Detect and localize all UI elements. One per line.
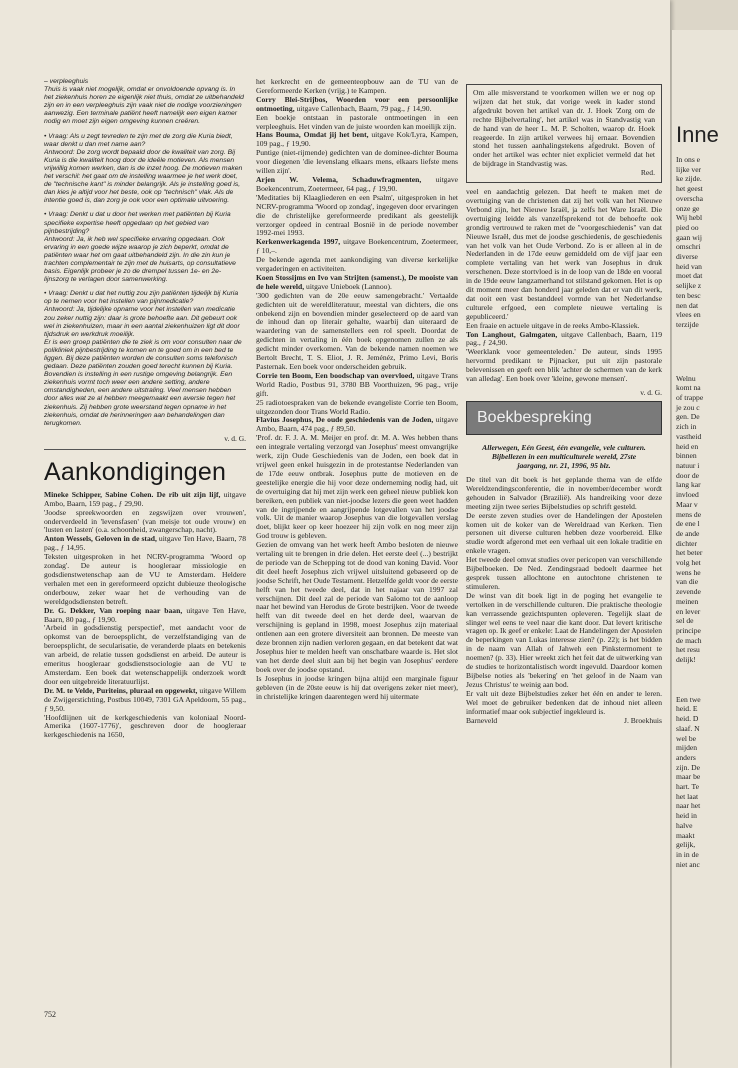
- facing-page-line: pied oo: [676, 222, 699, 232]
- aankondigingen-heading: Aankondigingen: [44, 457, 227, 486]
- announcement-item: het kerkrecht en de gemeenteopbouw aan de TU van de Gereformeerde Kerken (vrijg.) te Kampen.: [256, 78, 458, 95]
- facing-page-line: komt na: [676, 383, 701, 393]
- facing-page-line: principe: [676, 625, 701, 635]
- announcement-list: [256, 78, 458, 701]
- facing-page-line: gaan wij: [676, 232, 702, 242]
- facing-page-line: heid en: [676, 441, 699, 451]
- page-number: 752: [44, 1010, 56, 1019]
- facing-page-line: onze ge: [676, 203, 700, 213]
- facing-page-line: zevende: [676, 587, 701, 597]
- notice-signature: Red.: [640, 168, 655, 178]
- announcement-item: Dr. M. te Velde, Puriteins, pluraal en opgewekt, uitgave Willem de Zwijgerstichting, Postbus 10049, 7301 GA Apeldoorn, 55 pag., ƒ 9,50. 'Hoofdlijnen uit de kerkgeschiedenis van koloniaal Noord-Amerika (1607-1776)', geschreven door de hoogleraar kerkgeschiedenis na 1650,: [44, 685, 246, 740]
- facing-page-line: mijden: [676, 743, 698, 753]
- facing-page-line: hart. Te: [676, 782, 699, 792]
- announcement-item: Anton Wessels, Geloven in de stad, uitgave Ten Have, Baarn, 78 pag., ƒ 14,95. Teksten uitgesproken in het NCRV-programma 'Woord op zondag'. De auteur is hoogleraar missiologie en godsdienstwetenschap aan de VU te Amsterdam. Heldere verhalen met een in gereformeerd opzicht dubieuze theologische onderbouw, zeker waar het de verhouding van de wereldgodsdiensten betreft.: [44, 534, 246, 606]
- announcement-item: Arjen W. Velema, Schaduwfragmenten, uitgave Boekencentrum, Zoetermeer, 64 pag., ƒ 19,90. 'Meditaties bij Klaagliederen en een Psalm', uitgesproken in het NCRV-programma 'Woord op zondag', ingegeven door ervaringen die de christelijke gereformeerde predikant als geestelijk verzorger opdeed in centraal Bosnië in de periode november 1992-mei 1993.: [256, 174, 458, 238]
- facing-page-line: terzijde: [676, 319, 699, 329]
- announcement-list: [44, 491, 246, 740]
- facing-page-line: heid. E: [676, 704, 698, 714]
- facing-page-line: de mach: [676, 635, 702, 645]
- facing-page-line: heid in: [676, 811, 697, 821]
- notice-text: Om alle misverstand te voorkomen willen we er nog op wijzen dat het stuk, dat vorige week in kader stond afgedrukt boven het artikel van dr. J. Hoek 'Zorg om de rechte Bijbelvertaling', het artikel was in Standvastig van de hand van de heer L. M. P. Scholten, waarop dr. Hoek reageerde. In zijn artikel verwees hij ernaar. Bovendien stond het tussen aanhalingstekens afgedrukt. Boven of onder het artikel was echter niet expliciet vermeld dat het de bijdrage in Standvastig was.: [473, 88, 655, 169]
- announcement-item: Kerkenwerkagenda 1997, uitgave Boekencentrum, Zoetermeer, ƒ 10,–. De bekende agenda met aankondiging van diverse kerkelijke vergaderingen en activiteiten.: [256, 237, 458, 274]
- facing-page-line: delijk!: [676, 655, 696, 665]
- announcement-item: Flavius Josephus, De oude geschiedenis van de Joden, uitgave Ambo, Baarn, 474 pag., ƒ 89,50. 'Prof. dr. F. J. A. M. Meijer en prof. dr. M. A. Wes hebben thans een integrale vertaling verzorgd van Josephus' meest omvangrijke werk, zijn Oude Geschiedenis van de Joden, een boek dat in vrijwel geen enkel huisgezin in de protestantse Nederlanden van de 17de eeuw ontbrak. Josephus putte de motieven en de geestelijke energie die hij voor deze onderneming nodig had, uit de overtuiging dat hij met zijn werk een geheel nieuw publiek kon bereiken, een publiek van niet-joodse lezers die geen weet hadden van de ingrijpende en aangrijpende lotgevallen van het joodse volk. Uit de manier waarop Josephus van die lotgevallen verslag doet, blijkt keer op keer hoezeer hij zijn volk en nog meer zijn God trouw is gebleven. Gezien de omvang van het werk heeft Ambo besloten de nieuwe vertaling uit te brengen in drie delen. Het eerste deel (...) bestrijkt de periode van de Schepping tot de dood van koning David. Voor dit deel heeft Josephus zich vrijwel uitsluitend gebaseerd op de joodse Schrift, het Oude Testament. Hetzelfde geldt voor de eerste helft van het tweede deel, dat in het najaar van 1997 zal verschijnen. Dit deel zal de periode van Salomo tot de aanloop naar het bewind van Herodus de Grote bestrijken. Voor de tweede helft van dit tweede deel en het derde deel, waarvan de verschijning is gepland in 1998, moest Josephus zijn materiaal ontlenen aan een grotere diversiteit aan bronnen. De meeste van deze bronnen zijn nadien verloren gegaan, en dat betekent dat wat Josephus hier te melden heeft van onschatbare waarde is. Het slot van het derde deel sluit aan bij het begin van Josephus' eerdere boek over de joodse opstand. Is Josephus in joodse kringen bijna altijd een marginale figuur gebleven (in de 20ste eeuw is hij dat overigens zeker niet meer), in christelijke kringen daarentegen werd hij uitermate: [256, 415, 458, 701]
- facing-page-line: zijn. De: [676, 762, 701, 772]
- facing-page-line: of trappe: [676, 393, 704, 403]
- facing-page-line: het beter: [676, 548, 703, 558]
- left-column: [44, 78, 246, 740]
- facing-page-line: slaaf. N: [676, 723, 700, 733]
- facing-page-line: heid. D: [676, 714, 699, 724]
- facing-page-line: In ons e: [676, 155, 701, 164]
- interview-paragraph: – verpleeghuis Thuis is vaak niet mogelijk, omdat er onvoldoende opvang is. In het ziekenhuis horen ze eigenlijk niet thuis, omdat ze uitbehandeld zijn en in een verpleeghuis zijn vaak niet de nodige voorzieningen aanwezig. Een terminale patiënt heeft namelijk een eigen kamer nodig en moet zijn eigen omgeving kunnen creëren.: [44, 78, 244, 126]
- facing-page-line: door de: [676, 470, 699, 480]
- review-author: J. Broekhuis: [624, 716, 662, 726]
- facing-page-line: nen dat: [676, 300, 699, 310]
- facing-page-line: gen. De: [676, 412, 700, 422]
- facing-page-line: gelijk,: [676, 840, 696, 850]
- facing-page-line: Welnu: [676, 373, 696, 383]
- facing-page-line: diverse: [676, 252, 698, 262]
- facing-page-line: vastheid: [676, 431, 702, 441]
- josephus-continuation: veel en aandachtig gelezen. Dat heeft te maken met de overtuiging van de christenen dat zij het volk van het Nieuwe Verbond zijn, het Nieuwe Israël, ja zelfs het Ware Israël. Die overtuiging leidde als vanzelfsprekend tot de behoefte ook grondig vertrouwd te raken met de "voorgeschiedenis" van dat Nieuwe Israël, dus met de joodse geschiedenis, de geschiedenis van het volk van het Oude Verbond. Zo is er alleen al in de Nederlanden in de 17de eeuw gemiddeld om de vijf jaar een complete vertaling van het werk van Josephus in druk verschenen. Deze stortvloed is in de loop van de 18de en vooral in de 19de eeuw langzamerhand tot stilstand gekomen. Het is op dit moment meer dan honderd jaar geleden dat er van dit werk, dat ooit een vast bestanddeel vormde van het Nederlandse culturele erfgoed, een complete nieuwe vertaling is gepubliceerd.' Een fraaie en actuele uitgave in de reeks Ambo-Klassiek.: [466, 187, 662, 330]
- facing-page-line: lijke ver: [676, 164, 702, 174]
- facing-page-line: de ene l: [676, 519, 700, 529]
- facing-page-line: binnen: [676, 451, 697, 461]
- facing-page-line: niet anc: [676, 859, 700, 869]
- facing-page-text: [676, 155, 738, 869]
- announcement-item: Ton Langhout, Galmgaten, uitgave Callenbach, Baarn, 119 pag., ƒ 24,90. 'Weerklank voor gemeenteleden.' De auteur, sinds 1995 hervormd predikant te Pijnacker, put uit zijn pastorale belevenissen en geeft een blik 'achter de schermen van de kerk van alledag'. Een boek over 'kleine, gewone mensen'.: [466, 329, 662, 384]
- announcement-item: Koen Stossijms en Ivo van Strijten (samenst.), De mooiste van de hele wereld, uitgave Unieboek (Lannoo). '300 gedichten van de 20e eeuw samengebracht.' Vertaalde gedichten uit de wereldliteratuur, meestal van dichters, die ons onbekend zijn en bovendien minder geselecteerd op de aard van de inhoud dan op literair gehalte, waarbij dan uiteraard de waardering van de samenstellers een rol speelt. Doordat de gedichten in vertaling in één boek opgenomen zullen ze als gedicht minder overkomen. Van de bekende namen noemen we Bertolt Brecht, T. S. Eliot, J. R. Jeménéz, Primo Levi, Boris Pasternak. Een boek voor onderscheiden gebruik.: [256, 272, 458, 371]
- facing-page-line: in in de: [676, 850, 699, 859]
- facing-page-line: ke zijde.: [676, 174, 702, 184]
- interview-paragraph: • Vraag: Als u zegt tevreden te zijn met de zorg die Kuria biedt, waar denkt u dan met name aan? Antwoord: De zorg wordt bepaald door de kwaliteit van zorg. Bij Kuria is die kwaliteit hoog door de ideële motieven. Als mensen vrijwillig komen werken, dan is de inzet hoog. De motieven maken het verschil: het gaat om de instelling waarmee je het werk doet, de "technische kant" is minder belangrijk. Als je instelling goed is, dan kies je altijd voor het beste, ook op "technisch" vlak. Als de intentie goed is, dan zorg je ook voor een optimale uitvoering.: [44, 132, 243, 205]
- review-place: Barneveld: [466, 716, 498, 726]
- facing-page-line: halve: [676, 820, 693, 830]
- facing-page-line: de ande: [676, 528, 700, 538]
- interview-block: [44, 78, 246, 428]
- facing-page-line: ten besc: [676, 290, 701, 300]
- paragraph-gap: [676, 330, 738, 374]
- boekbespreking-banner: Boekbespreking: [466, 401, 662, 435]
- facing-page-line: omschri: [676, 242, 701, 252]
- facing-page-line: heid van: [676, 261, 702, 271]
- facing-page-line: het resu: [676, 645, 700, 655]
- middle-column: [256, 78, 458, 998]
- divider: [44, 449, 246, 450]
- facing-page-line: Wij hebl: [676, 213, 703, 223]
- facing-page-line: lang kar: [676, 480, 701, 490]
- facing-page-line: anders: [676, 752, 696, 762]
- review-text: De titel van dit boek is het geplande thema van de elfde Wereldzendingsconferentie, die in november/december wordt gehouden in Salvador (Brazilië). Als handreiking voor deze meeting zijn twee series Bijbelstudies op schrift gesteld. De eerste zeven studies over de Handelingen der Apostelen komen uit de koker van de Wereldraad van Kerken. Tien personen uit diverse culturen hebben deze voorbereid. Elke studie wordt afgerond met een verhaal uit een lokale traditie en enkele vragen. Het tweede deel omvat studies over pericopen van verschillende Bijbelboeken. De Ned. Zendingsraad bedoelt daarmee het gesprek tussen allochtone en autochtone christenen te stimuleren. De winst van dit boek ligt in de poging het evangelie te vertolken in de verschillende culturen. Die praktische theologie kan verrassende gezichtspunten opleveren. Tegelijk slaat de slinger wel eens te veel naar die kant door. Dat levert kritische vragen op. Ik geef er enkele: Laat de Handelingen der Apostelen de beperkingen van Lukas interesse zien? (p. 22); is het bidden in de naam van Allah of Jahweh een Pinkstermoment te noemen? (p. 33). Hier wreekt zich het feit dat de uitwerking van de studies te horizontalistisch wordt ingevuld. Daardoor komen Bijbelse noties als 'bekering' en 'het geloof in de Naam van Jezus Christus' te weinig aan bod. Er valt uit deze Bijbelstudies zeker het één en ander te leren. Wel moet de gebruiker bedenken dat de inhoud niet alleen informatief maar ook subjectief ingekleurd is.: [466, 475, 662, 716]
- facing-page-line: het geest: [676, 184, 703, 194]
- facing-page-line: maakt: [676, 830, 695, 840]
- facing-page-line: dichter: [676, 538, 698, 548]
- facing-page-line: Maar v: [676, 499, 698, 509]
- column-signature: v. d. G.: [640, 388, 662, 397]
- facing-page-line: maar be: [676, 772, 701, 782]
- interview-signature: v. d. G.: [224, 433, 246, 443]
- facing-page-line: volg het: [676, 558, 701, 568]
- facing-page-line: sel de: [676, 616, 694, 626]
- facing-page-line: meinen: [676, 596, 699, 606]
- facing-page-line: vlees en: [676, 310, 701, 320]
- facing-page-line: moet dat: [676, 271, 703, 281]
- facing-page-title: Inne: [676, 122, 719, 147]
- interview-paragraph: • Vraag: Denkt u dat u door het werken met patiënten bij Kuria specifieke expertise heeft opgedaan op het gebied van pijnbestrijding? Antwoord: Ja, ik heb wel specifieke ervaring opgedaan. Ook ervaring in een goede wijze waarop je zich beperkt, omdat de patiënten waar het om gaat uitbehandeld zijn. In die zin kun je trachten complementair te zijn met de huisarts, op consultatieve basis. Eigenlijk probeer je zo de drempel tussen 1e- en 2e-lijnszorg te verlagen door samenwerking.: [44, 211, 236, 284]
- facing-page-line: mens de: [676, 509, 702, 519]
- interview-paragraph: • Vraag: Denkt u dat het nuttig zou zijn patiënten tijdelijk bij Kuria op te nemen voor het instellen van pijnmedicatie? Antwoord: Ja, tijdelijke opname voor het instellen van medicatie zou zeker nuttig zijn: daar is grote behoefte aan. Dit gebeurt ook wel in ziekenhuizen, maar in een aantal ziekenhuizen ligt dit door tijdsdruk en werkdruk moeilijk. Er is een groep patiënten die te ziek is om voor consulten naar de polikliniek pijnbestrijding te komen en te goed om in een bed te liggen. Bij deze patiënten worden de consulten soms telefonisch gedaan. Deze patiënten zouden goed terecht kunnen bij Kuria. Bovendien is instelling in een rustige omgeving belangrijk. Een ziekenhuis vormt toch weer een andere setting, andere omstandigheden, een andere uitstraling. Veel mensen hebben door alles wat ze al hebben meegemaakt een aversie tegen het ziekenhuis. Zij hebben grote weerstand tegen opname in het ziekenhuis, omdat de herinneringen aan behandelingen dan terugkomen.: [44, 290, 242, 427]
- facing-page-line: selijke z: [676, 281, 702, 291]
- facing-page-line: zich in: [676, 422, 697, 432]
- facing-page-line: en lever: [676, 606, 701, 616]
- facing-page-line: je zou c: [676, 402, 700, 412]
- facing-page-line: wel be: [676, 733, 697, 743]
- facing-page-line: wens he: [676, 567, 701, 577]
- facing-page-line: van die: [676, 577, 699, 587]
- correction-notice: [466, 84, 662, 183]
- facing-page: [672, 30, 738, 1068]
- facing-page-line: naar het: [676, 801, 701, 811]
- announcement-item: Mineke Schipper, Sabine Cohen. De rib uit zijn lijf, uitgave Ambo, Baarn, 159 pag., ƒ 29,90. 'Joodse spreekwoorden en zegswijzen over vrouwen', onderverdeeld in 'levensfasen' (van meisje tot oude vrouw) en 'lusten en lasten' (o.a. schoonheid, zwangerschap, nacht).: [44, 489, 246, 535]
- facing-page-line: natuur i: [676, 460, 700, 470]
- facing-page-line: het laat: [676, 791, 699, 801]
- announcement-item: Corry Blei-Strijbos, Woorden voor een persoonlijke ontmoeting, uitgave Callenbach, Baarn, 79 pag., ƒ 14,90. Een boekje ontstaan in pastorale ontmoetingen in een verpleeghuis. Het vinden van de juiste woorden kan moeilijk zijn.: [256, 94, 458, 131]
- facing-page-line: Een twe: [676, 694, 701, 704]
- review-header: Allerwegen, Eén Geest, één evangelie, vele culturen. Bijbellezen in een multiculturele wereld, 27ste jaargang, nr. 21, 1996, 95 blz.: [482, 443, 646, 470]
- review-footer: [466, 716, 662, 725]
- facing-page-line: invloed: [676, 490, 699, 500]
- paragraph-gap: [676, 665, 738, 695]
- announcement-item: Corrie ten Boom, Een boodschap van overvloed, uitgave Trans World Radio, Postbus 91, 3780 BB Voorthuizen, 96 pag., vrije gift. 25 radiotoespraken van de bekende evangeliste Corrie ten Boom, uitgezonden door Trans World Radio.: [256, 370, 458, 416]
- right-column: [466, 84, 662, 1004]
- facing-page-line: overscha: [676, 193, 703, 203]
- announcement-item: Hans Bouma, Omdat jij het bent, uitgave Kok/Lyra, Kampen, 109 pag., ƒ 19,90. Puntige (niet-rijmende) gedichten van de dominee-dichter Bouma voor diegenen 'die levenslang elkaars mens, elkaars liefste mens willen zijn'.: [256, 130, 458, 176]
- announcement-item: Dr. G. Dekker, Van roeping naar baan, uitgave Ten Have, Baarn, 80 pag., ƒ 19,90. 'Arbeid in godsdienstig perspectief', met aandacht voor de opkomst van de beroepsplicht, de verzelfstandiging van de beroepsplicht, de secularisatie, de veranderde plaats en betekenis van arbeid, de relatie tussen godsdienst en arbeid. De auteur is emeritus hoogleraar godsdienstsociologie aan de VU te Amsterdam. Een boek dat wetenschappelijk onderzoek wordt door een uitgebreide literatuurlijst.: [44, 605, 246, 686]
